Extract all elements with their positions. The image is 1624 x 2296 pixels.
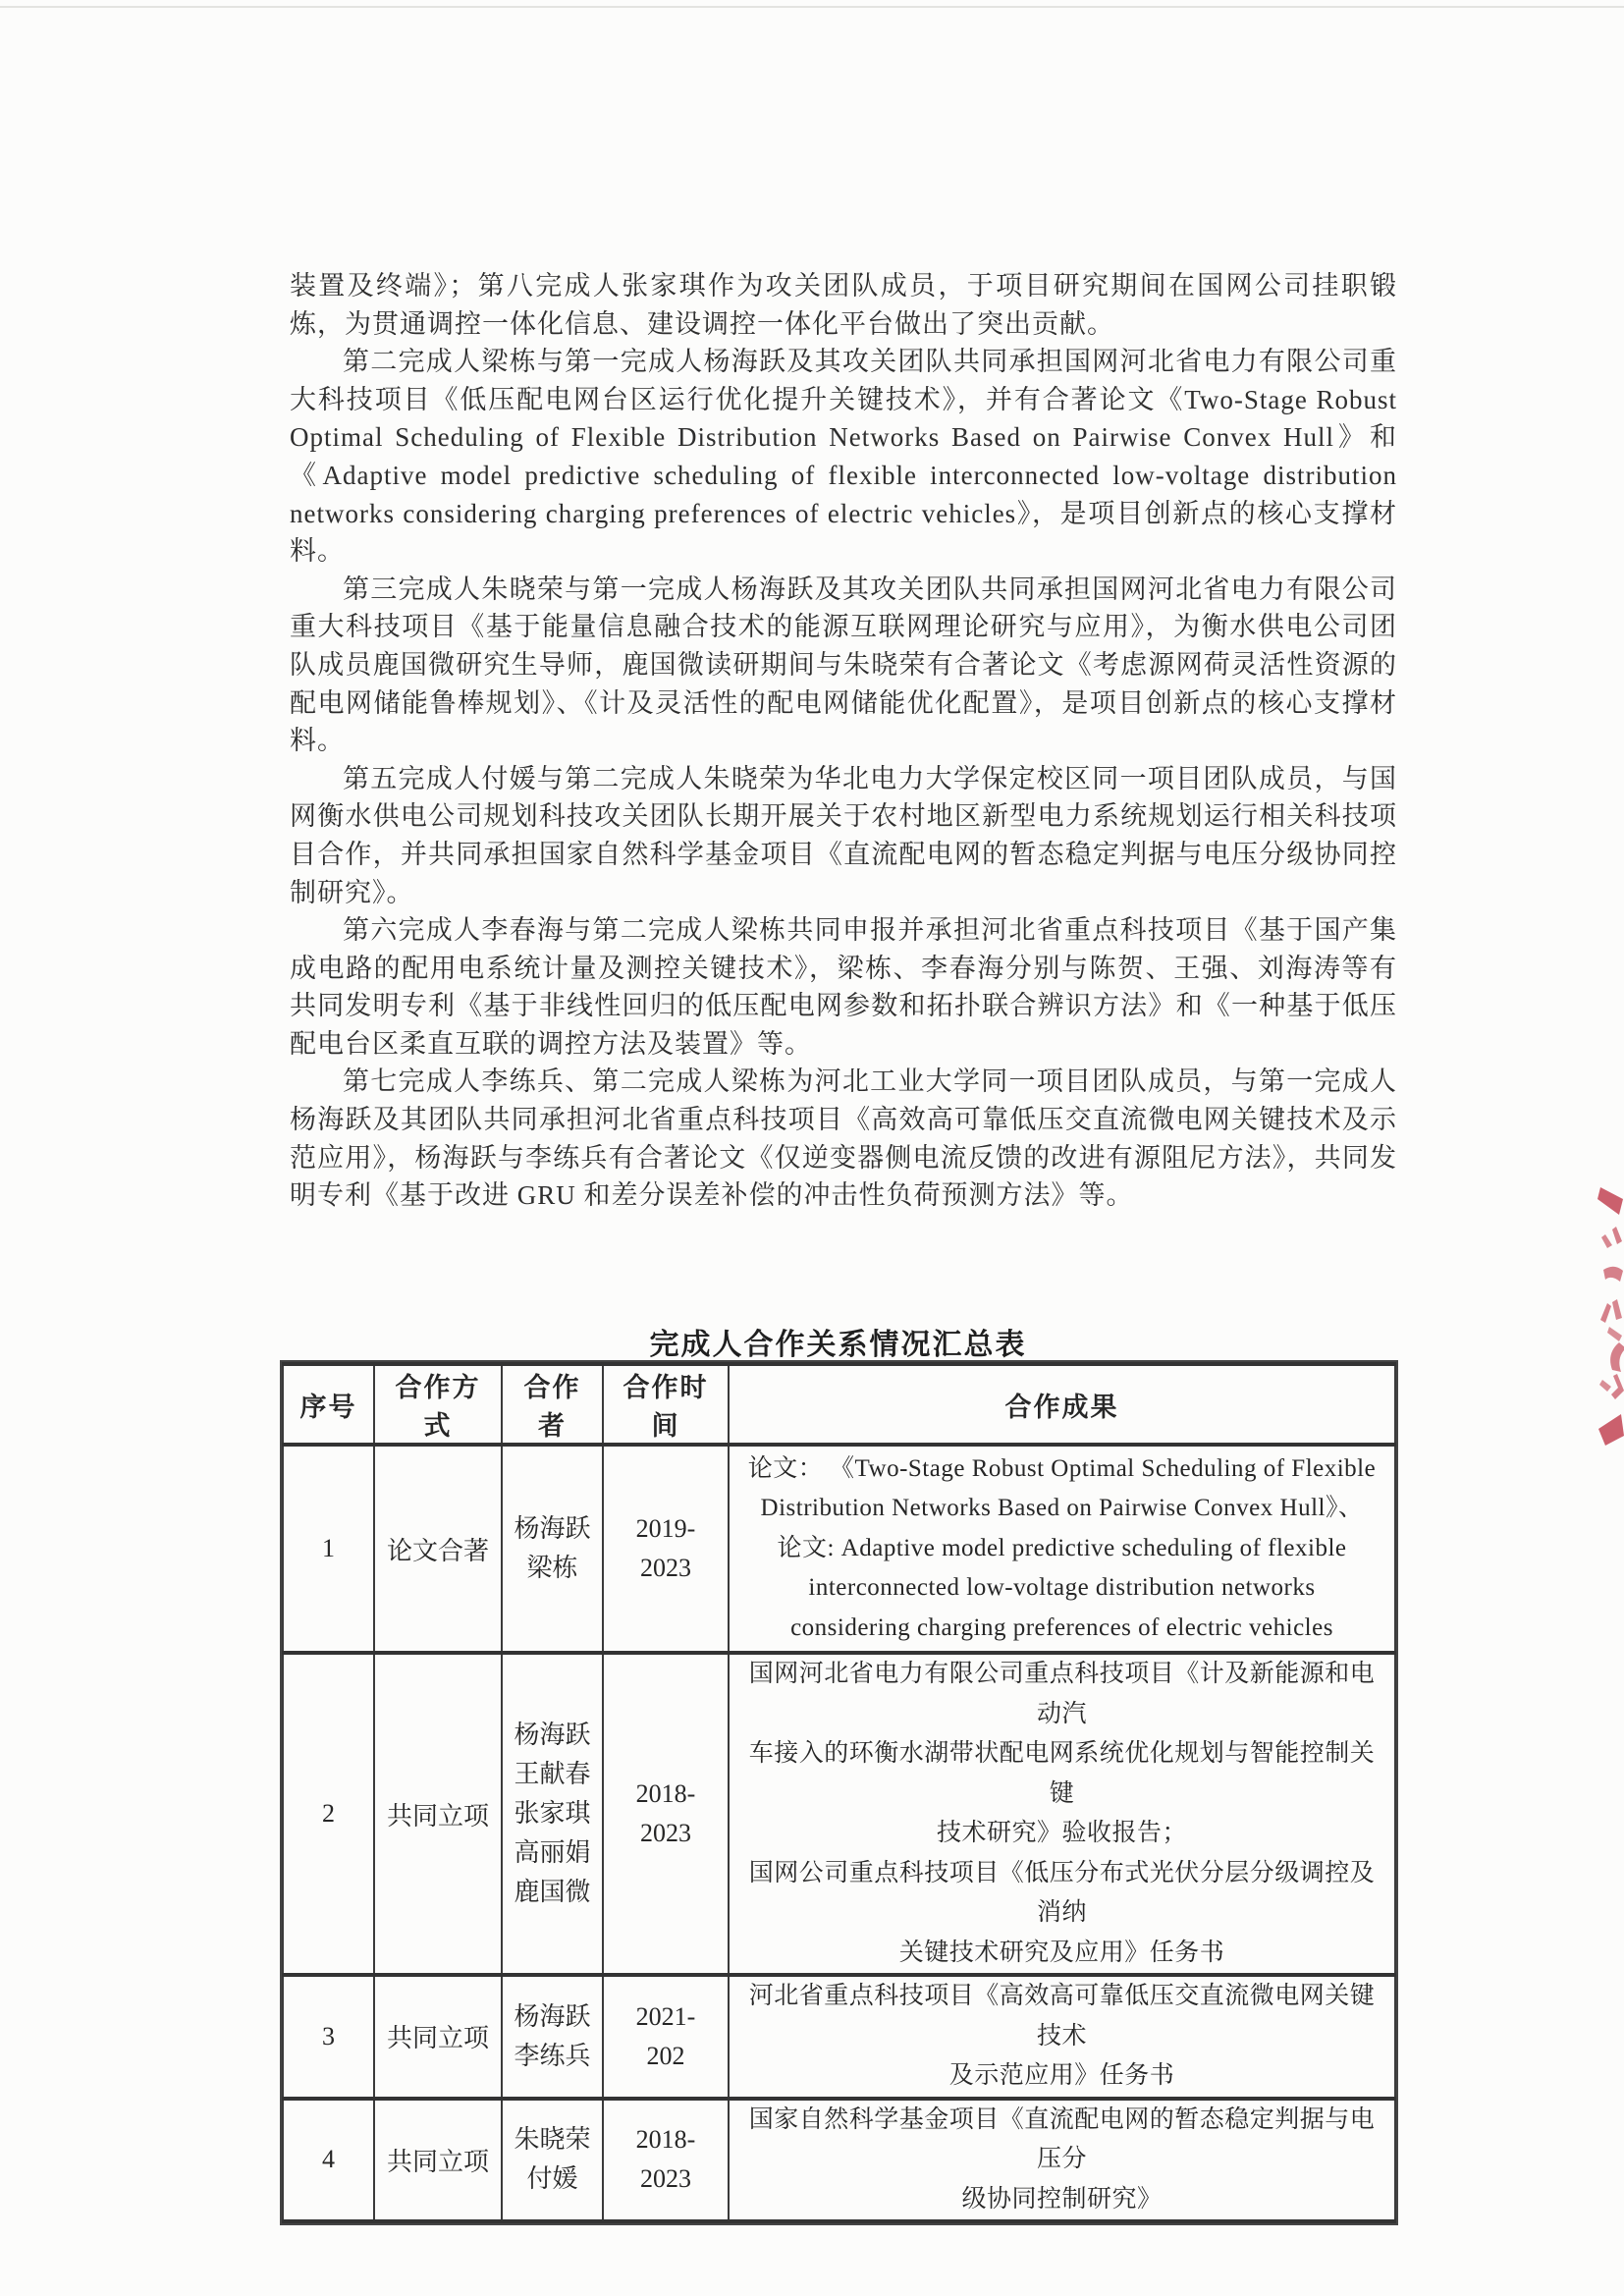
cell-line: 2023: [640, 1554, 691, 1582]
cell-line: 王献春: [514, 1760, 591, 1788]
cell-line: 2023: [640, 2164, 691, 2194]
serial-cell: 3: [283, 1975, 374, 2099]
period-cell: [603, 1445, 729, 1653]
cell-line: 2021-: [635, 2001, 696, 2031]
cell-line: 论文: Adaptive model predictive scheduling of flexible: [777, 1534, 1347, 1561]
serial-header: 序号: [283, 1364, 374, 1445]
cell-line: considering charging preferences of electric vehicles: [790, 1613, 1333, 1641]
cell-line: 2019-: [635, 1514, 696, 1543]
method-cell: 共同立项: [374, 1975, 502, 2099]
method-cell: 共同立项: [374, 1653, 502, 1975]
cell-line: 杨海跃: [514, 1514, 591, 1543]
results-cell: [729, 1975, 1395, 2099]
cell-line: Distribution Networks Based on Pairwise Convex Hull》、: [760, 1495, 1364, 1522]
cell-line: 级协同控制研究》: [961, 2185, 1163, 2213]
red-stamp-fragment: [1591, 1183, 1624, 1463]
cell-line: 杨海跃: [514, 2001, 591, 2031]
table-row: [283, 1975, 1395, 2099]
cell-line: 国网公司重点科技项目《低压分布式光伏分层分级调控及消纳: [748, 1859, 1376, 1926]
cell-line: 及示范应用》任务书: [948, 2062, 1175, 2089]
cell-line: 李练兵: [514, 2041, 591, 2070]
serial-cell: 2: [283, 1653, 374, 1975]
cell-line: 论文： 《Two-Stage Robust Optimal Scheduling of Flexible: [747, 1454, 1377, 1482]
cell-line: interconnected low-voltage distribution networks: [808, 1574, 1316, 1602]
cell-line: 朱晓荣: [514, 2125, 591, 2155]
paragraph: 第七完成人李练兵、第二完成人梁栋为河北工业大学同一项目团队成员，与第一完成人杨海跃及其团队共同承担河北省重点科技项目《高效高可靠低压交直流微电网关键技术及示范应用》，杨海跃与李练兵有合著论文《仅逆变器侧电流反馈的改进有源阻尼方法》，共同发明专利《基于改进 GRU 和差分误差补偿的冲击性负荷预测方法》等。: [290, 1066, 1397, 1211]
period-cell: [603, 1975, 729, 2099]
cell-line: 车接入的环衡水湖带状配电网系统优化规划与智能控制关键: [748, 1740, 1376, 1807]
cell-line: 2023: [640, 1819, 691, 1847]
cell-line: 河北省重点科技项目《高效高可靠低压交直流微电网关键技术: [748, 1983, 1376, 2050]
partners-cell: [502, 1445, 603, 1653]
partners-cell: [502, 2099, 603, 2222]
cell-line: 梁栋: [526, 1554, 578, 1582]
partners-cell: [502, 1975, 603, 2099]
table-row: [283, 1445, 1395, 1653]
table-title: 完成人合作关系情况汇总表: [649, 1329, 1027, 1361]
method-cell: 共同立项: [374, 2099, 502, 2222]
cooperation-table: [282, 1362, 1396, 2223]
cell-line: 杨海跃: [514, 1721, 591, 1749]
scan-edge-line: [0, 6, 1624, 8]
partners-cell: [502, 1653, 603, 1975]
cell-line: 鹿国微: [514, 1878, 591, 1906]
paragraph: 第三完成人朱晓荣与第一完成人杨海跃及其攻关团队共同承担国网河北省电力有限公司重大科技项目《基于能量信息融合技术的能源互联网理论研究与应用》，为衡水供电公司团队成员鹿国微研究生导师，鹿国微读研期间与朱晓荣有合著论文《考虑源网荷灵活性资源的配电网储能鲁棒规划》、《计及灵活性的配电网储能优化配置》，是项目创新点的核心支撑材料。: [290, 574, 1397, 756]
results-cell: [729, 2099, 1395, 2222]
cell-line: 国家自然科学基金项目《直流配电网的暂态稳定判据与电压分: [748, 2105, 1376, 2172]
cell-line: 关键技术研究及应用》任务书: [898, 1939, 1225, 1966]
period-header: 合作时间: [603, 1364, 729, 1445]
paragraph: 第二完成人梁栋与第一完成人杨海跃及其攻关团队共同承担国网河北省电力有限公司重大科技项目《低压配电网台区运行优化提升关键技术》，并有合著论文《Two-Stage Robust Optimal Scheduling of Flexible Distribution Networks Based on Pairwise Convex Hull》和《Adaptive model predictive scheduling of flexible interconnected low-voltage distribution networks considering charging preferences of electric vehicles》，是项目创新点的核心支撑材料。: [290, 347, 1397, 567]
table-body: [283, 1445, 1395, 2221]
paragraph: 第五完成人付媛与第二完成人朱晓荣为华北电力大学保定校区同一项目团队成员，与国网衡水供电公司规划科技攻关团队长期开展关于农村地区新型电力系统规划运行相关科技项目合作，并共同承担国家自然科学基金项目《直流配电网的暂态稳定判据与电压分级协同控制研究》。: [290, 763, 1397, 907]
cell-line: 2018-: [635, 1779, 696, 1808]
period-cell: [603, 1653, 729, 1975]
cell-line: 202: [646, 2041, 685, 2070]
cell-line: 2018-: [635, 2125, 696, 2155]
method-cell: 论文合著: [374, 1445, 502, 1653]
body-text: [290, 267, 1397, 1215]
results-cell: [729, 1445, 1395, 1653]
cell-line: 高丽娟: [514, 1838, 591, 1867]
table-header-row: [283, 1364, 1395, 1445]
partners-header: 合作者: [502, 1364, 603, 1445]
cell-line: 张家琪: [514, 1799, 591, 1828]
serial-cell: 1: [283, 1445, 374, 1653]
method-header: 合作方式: [374, 1364, 502, 1445]
results-cell: [729, 1653, 1395, 1975]
paragraph: 第六完成人李春海与第二完成人梁栋共同申报并承担河北省重点科技项目《基于国产集成电路的配用电系统计量及测控关键技术》，梁栋、李春海分别与陈贺、王强、刘海涛等有共同发明专利《基于非线性回归的低压配电网参数和拓扑联合辨识方法》和《一种基于低压配电台区柔直互联的调控方法及装置》等。: [290, 915, 1397, 1059]
cell-line: 国网河北省电力有限公司重点科技项目《计及新能源和电动汽: [748, 1661, 1376, 1727]
serial-cell: 4: [283, 2099, 374, 2222]
table-row: [283, 1653, 1395, 1975]
cell-line: 付媛: [526, 2164, 578, 2194]
period-cell: [603, 2099, 729, 2222]
cell-line: 技术研究》验收报告；: [936, 1820, 1187, 1846]
table-row: [283, 2099, 1395, 2222]
paragraph: 装置及终端》；第八完成人张家琪作为攻关团队成员，于项目研究期间在国网公司挂职锻炼，为贯通调控一体化信息、建设调控一体化平台做出了突出贡献。: [290, 271, 1397, 339]
results-header: 合作成果: [729, 1364, 1395, 1445]
